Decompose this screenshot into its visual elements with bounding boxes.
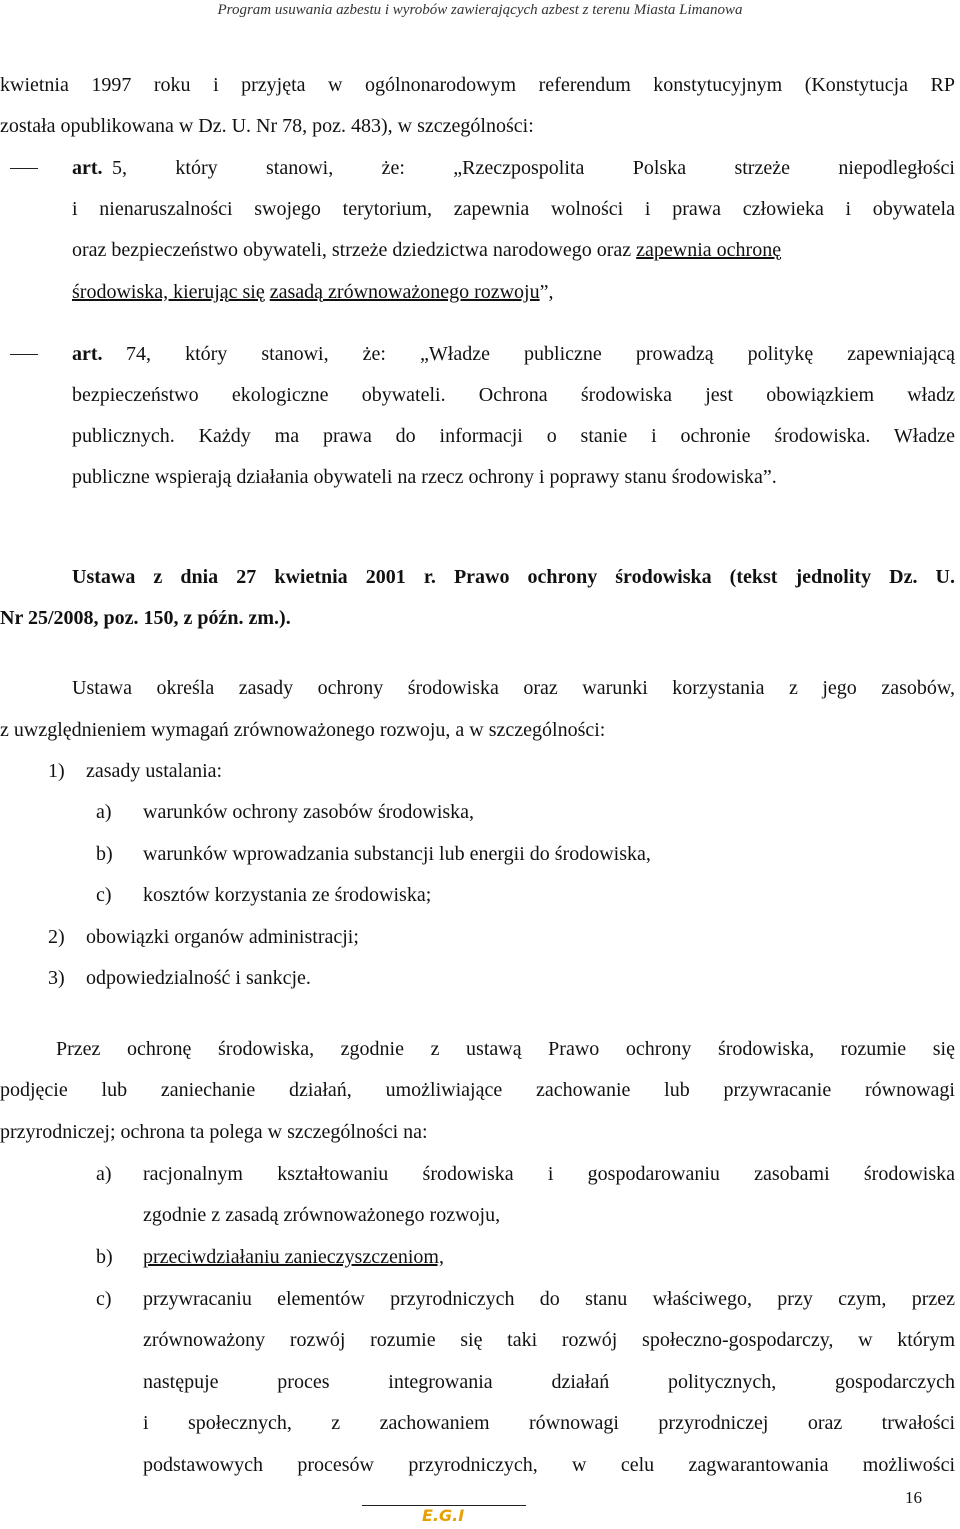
art74-line-2: bezpieczeństwo ekologiczne obywateli. Ochrona środowiska jest obowiązkiem władz [72,384,955,406]
footer-logo-mark: E.G.I [422,1506,465,1525]
list-marker: 1) [48,760,65,782]
art74-line-1: 74, który stanowi, że: „Władze publiczne prowadzą politykę zapewniającą [126,343,955,365]
list2-c-line-4: i społecznych, z zachowaniem równowagi przyrodniczej oraz trwałości [143,1412,955,1434]
list2-c-line-1: przywracaniu elementów przyrodniczych do stanu właściwego, przy czym, przez [143,1288,955,1310]
list2-a-line-2: zgodnie z zasadą zrównoważonego rozwoju, [143,1204,501,1226]
art5-line-3 [72,237,781,263]
list2-c-line-5: podstawowych procesów przyrodniczych, w celu zagwarantowania możliwości [143,1454,955,1476]
list-item: kosztów korzystania ze środowiska; [143,884,432,906]
list-marker: b) [96,1246,113,1268]
para2-line-3: przyrodniczej; ochrona ta polega w szczególności na: [0,1121,428,1143]
act-heading-line-1: Ustawa z dnia 27 kwietnia 2001 r. Prawo ochrony środowiska (tekst jednolity Dz. U. [72,566,955,588]
para2-line-2: podjęcie lub zaniechanie działań, umożliwiające zachowanie lub przywracanie równowagi [0,1079,955,1101]
list-marker: 3) [48,967,65,989]
list-marker: c) [96,1288,112,1310]
art5-line-4 [72,279,554,305]
intro-line-2: została opublikowana w Dz. U. Nr 78, poz. 483), w szczególności: [0,115,534,137]
art5-underlined-phrase: zasadą zrównoważonego rozwoju [269,281,540,303]
para2-line-1: Przez ochronę środowiska, zgodnie z ustawą Prawo ochrony środowiska, rozumie się [56,1038,955,1060]
list-item: warunków ochrony zasobów środowiska, [143,801,475,823]
art5-line-1: 5, który stanowi, że: „Rzeczpospolita Polska strzeże niepodległości [112,157,955,179]
list-item: obowiązki organów administracji; [86,926,359,948]
list-item: warunków wprowadzania substancji lub energii do środowiska, [143,843,651,865]
para1-line-2: z uwzględnieniem wymagań zrównoważonego rozwoju, a w szczególności: [0,719,606,741]
art5-label: art. [72,157,103,179]
list2-a-line-1: racjonalnym kształtowaniu środowiska i gospodarowaniu zasobami środowiska [143,1163,955,1185]
list-marker: a) [96,1163,112,1185]
page-number: 16 [905,1488,922,1507]
list-marker: 2) [48,926,65,948]
list-marker: b) [96,843,113,865]
list-marker: a) [96,801,112,823]
art5-underlined-phrase: zapewnia ochronę [636,239,782,261]
list-marker: c) [96,884,112,906]
dash-bullet [10,168,38,169]
dash-bullet [10,354,38,355]
list-item: odpowiedzialność i sankcje. [86,967,311,989]
list-item: zasady ustalania: [86,760,223,782]
art5-line-4-end: ”, [539,281,554,303]
list2-c-line-2: zrównoważony rozwój rozumie się taki rozwój społeczno-gospodarczy, w którym [143,1329,955,1351]
art5-line-3-text: oraz bezpieczeństwo obywateli, strzeże dziedzictwa narodowego oraz [72,239,637,261]
list2-c-line-3: następuje proces integrowania działań politycznych, gospodarczych [143,1371,955,1393]
art74-line-3: publicznych. Każdy ma prawa do informacji o stanie i ochronie środowiska. Władze [72,425,955,447]
art5-underlined-phrase: środowiska, kierując się [72,281,265,303]
para1-line-1: Ustawa określa zasady ochrony środowiska oraz warunki korzystania z jego zasobów, [72,677,955,699]
running-header: Program usuwania azbestu i wyrobów zawierających azbest z terenu Miasta Limanowa [217,2,743,18]
art74-line-4: publiczne wspierają działania obywateli na rzecz ochrony i poprawy stanu środowiska”. [72,466,777,488]
list2-b-line-1: przeciwdziałaniu zanieczyszczeniom, [143,1246,444,1268]
art5-line-2: i nienaruszalności swojego terytorium, zapewnia wolności i prawa człowieka i obywatela [72,198,955,220]
art74-label: art. [72,343,103,365]
intro-line-1: kwietnia 1997 roku i przyjęta w ogólnonarodowym referendum konstytucyjnym (Konstytucja RP [0,74,955,96]
act-heading-line-2: Nr 25/2008, poz. 150, z późn. zm.). [0,607,291,629]
